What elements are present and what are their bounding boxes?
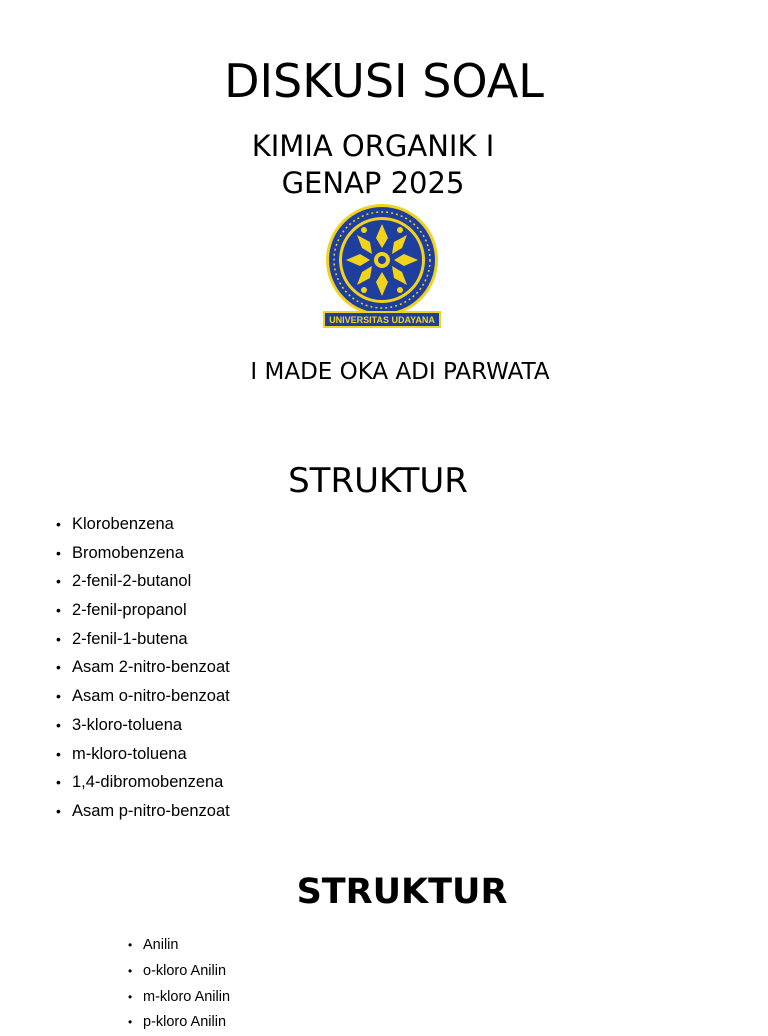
bullet-icon: • xyxy=(56,774,61,791)
subtitle-course: KIMIA ORGANIK I xyxy=(251,129,495,163)
aniline-list xyxy=(128,933,230,1036)
logo-banner-text: UNIVERSITAS UDAYANA xyxy=(329,315,435,325)
bullet-icon: • xyxy=(56,802,61,819)
bullet-icon: • xyxy=(56,688,61,705)
bullet-icon: • xyxy=(128,989,133,1004)
list-item: • Bromobenzena xyxy=(56,539,230,568)
list-item: • 2-fenil-propanol xyxy=(56,596,230,625)
compound-list xyxy=(56,510,230,826)
udayana-seal-icon xyxy=(320,204,444,330)
list-item: • 1,4-dibromobenzena xyxy=(56,768,230,797)
university-logo xyxy=(320,204,444,330)
bullet-icon: • xyxy=(56,716,61,733)
bullet-icon: • xyxy=(56,659,61,676)
list-item: • 2-fenil-1-butena xyxy=(56,625,230,654)
bullet-icon: • xyxy=(56,745,61,762)
list-item: • m-kloro-toluena xyxy=(56,740,230,769)
list-item: • p-kloro Anilin xyxy=(128,1010,230,1036)
list-item: • 2-fenil-2-butanol xyxy=(56,567,230,596)
bullet-icon: • xyxy=(56,544,61,561)
bullet-icon: • xyxy=(56,516,61,532)
bullet-icon: • xyxy=(128,963,133,978)
list-item: • Asam o-nitro-benzoat xyxy=(56,682,230,711)
list-item: • Klorobenzena xyxy=(56,510,230,539)
course-subtitle xyxy=(0,128,746,202)
bullet-icon: • xyxy=(128,1015,133,1030)
bullet-icon: • xyxy=(56,602,61,619)
page-title: DISKUSI SOAL xyxy=(224,54,544,108)
subtitle-term: GENAP 2025 xyxy=(281,166,465,200)
structure-heading: STRUKTUR xyxy=(288,461,468,501)
structure-heading-bold: STRUKTUR xyxy=(296,872,508,912)
list-item: • Anilin xyxy=(128,933,230,959)
bullet-icon: • xyxy=(56,573,61,590)
bullet-icon: • xyxy=(56,630,61,647)
list-item: • 3-kloro-toluena xyxy=(56,711,230,740)
list-item: • o-kloro Anilin xyxy=(128,959,230,985)
bullet-icon: • xyxy=(128,938,133,952)
list-item: • Asam 2-nitro-benzoat xyxy=(56,653,230,682)
list-item: • m-kloro Anilin xyxy=(128,985,230,1011)
author-name: I MADE OKA ADI PARWATA xyxy=(250,359,550,385)
list-item: • Asam p-nitro-benzoat xyxy=(56,797,230,826)
